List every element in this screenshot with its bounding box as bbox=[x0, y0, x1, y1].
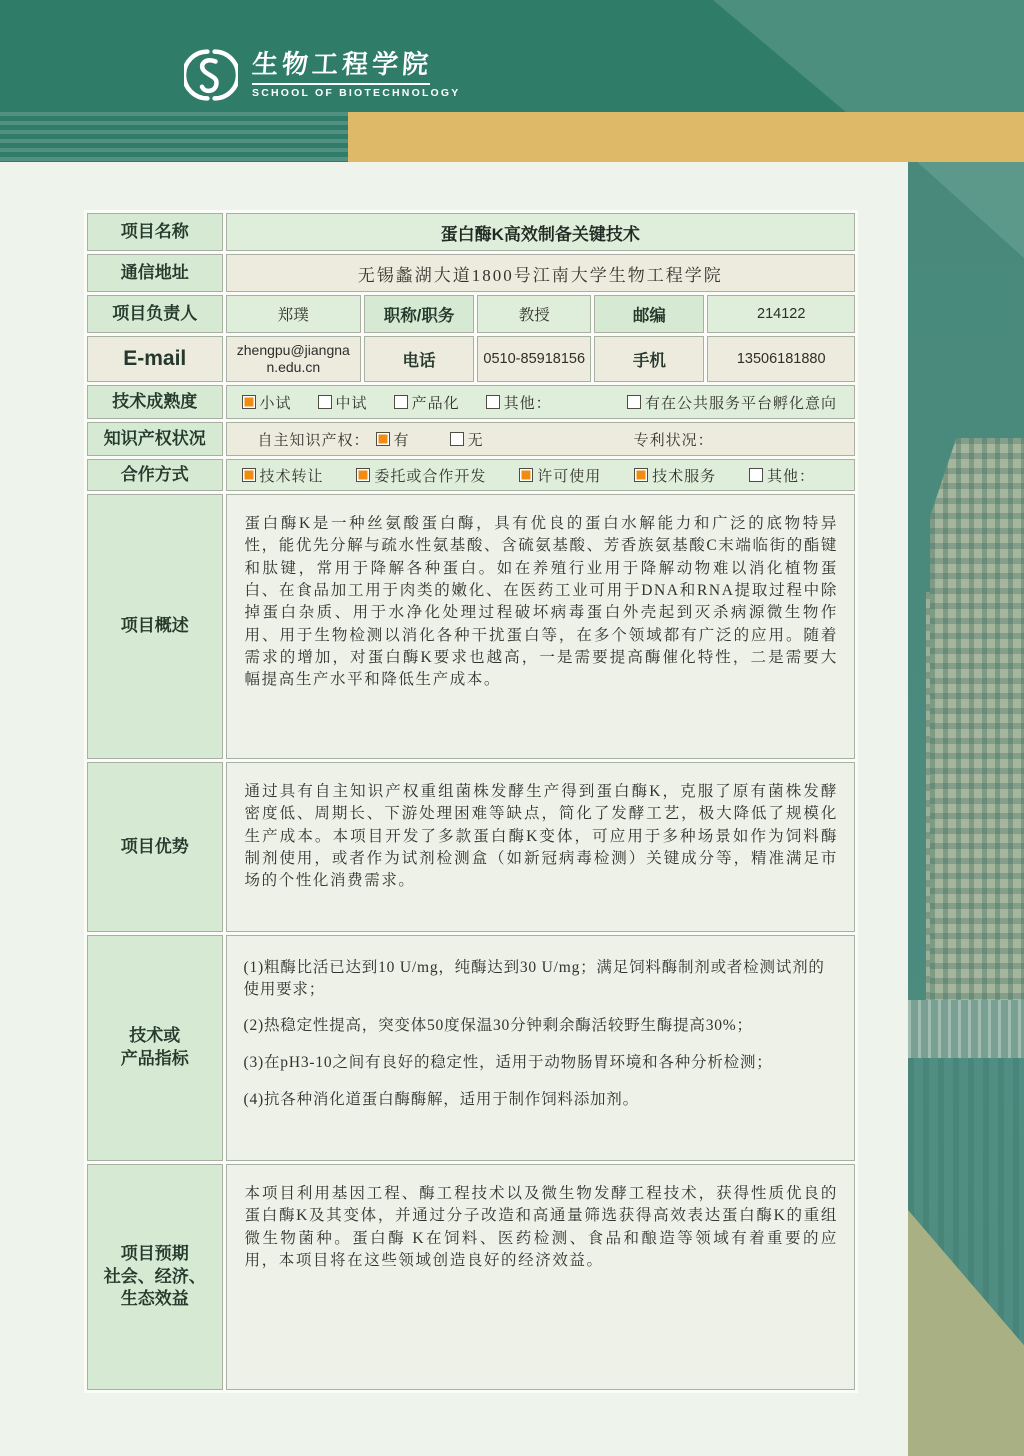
logo-chinese-name: 生物工程学院 bbox=[251, 50, 434, 80]
indicators-label: 技术或 产品指标 bbox=[87, 935, 223, 1161]
row-overview bbox=[87, 494, 855, 759]
indicator-line: (1)粗酶比活已达到10 U/mg，纯酶达到30 U/mg；满足饲料酶制剂或者检测试剂的使用要求； bbox=[243, 959, 825, 998]
checkbox-icon bbox=[242, 468, 256, 482]
checkbox-icon bbox=[356, 468, 370, 482]
option-ip-no: 无 bbox=[450, 429, 484, 450]
row-address bbox=[87, 254, 855, 292]
option-license: 许可使用 bbox=[519, 465, 601, 486]
logo-english-name: SCHOOL OF BIOTECHNOLOGY bbox=[252, 86, 461, 99]
option-entrust-develop: 委托或合作开发 bbox=[356, 465, 486, 486]
zip-label: 邮编 bbox=[594, 295, 704, 333]
option-zhongshi: 中试 bbox=[318, 392, 368, 413]
benefits-label: 项目预期 社会、经济、 生态效益 bbox=[87, 1164, 223, 1390]
striped-decoration bbox=[0, 112, 348, 162]
title-value: 教授 bbox=[477, 295, 591, 333]
gold-bar bbox=[348, 112, 1024, 162]
email-value: zhengpu@jiangnan.edu.cn bbox=[226, 336, 362, 382]
checkbox-icon bbox=[486, 395, 500, 409]
checkbox-icon bbox=[749, 468, 763, 482]
patent-status-label: 专利状况： bbox=[633, 432, 714, 449]
option-ip-yes: 有 bbox=[376, 429, 410, 450]
email-label: E-mail bbox=[87, 336, 223, 382]
option-tech-service: 技术服务 bbox=[634, 465, 716, 486]
option-chanpinhua: 产品化 bbox=[394, 392, 460, 413]
logo-text bbox=[252, 51, 461, 99]
mobile-label: 手机 bbox=[594, 336, 704, 382]
ip-status-label: 知识产权状况 bbox=[87, 422, 223, 456]
row-leader bbox=[87, 295, 855, 333]
leader-value: 郑璞 bbox=[226, 295, 362, 333]
logo-divider bbox=[252, 83, 430, 85]
checkbox-icon bbox=[519, 468, 533, 482]
phone-value: 0510-85918156 bbox=[477, 336, 591, 382]
option-tech-transfer: 技术转让 bbox=[242, 465, 324, 486]
indicator-line: (4)抗各种消化道蛋白酶酶解，适用于制作饲料添加剂。 bbox=[243, 1090, 639, 1108]
benefits-value: 本项目利用基因工程、酶工程技术以及微生物发酵工程技术，获得性质优良的蛋白酶K及其变体，并通过分子改造和高通量筛选获得高效表达蛋白酶K的重组微生物菌种。蛋白酶 K在饲料、医药检测、食品和酿造等领域有着重要的应用，本项目将在这些领域创造良好的经济效益。 bbox=[226, 1164, 855, 1390]
photo-bridge-railing bbox=[908, 1000, 1024, 1058]
overview-value: 蛋白酶K是一种丝氨酸蛋白酶，具有优良的蛋白水解能力和广泛的底物特异性，能优先分解与疏水性氨基酸、含硫氨基酸、芳香族氨基酸C末端临街的酯键和肽键，常用于降解各种蛋白。如在养殖行业用于降解动物难以消化植物蛋白、在食品加工用于肉类的嫩化、在医药工业可用于DNA和RNA提取过程中除掉蛋白杂质、用于水净化处理过程破坏病毒蛋白外壳起到灭杀病源微生物作用、用于生物检测以消化各种干扰蛋白等，在多个领域都有广泛的应用。随着需求的增加，对蛋白酶K要求也越高，一是需要提高酶催化特性，二是需要大幅提高生产水平和降低生产成本。 bbox=[226, 494, 855, 759]
row-maturity bbox=[87, 385, 855, 419]
cooperation-label: 合作方式 bbox=[87, 459, 223, 491]
checkbox-icon bbox=[394, 395, 408, 409]
project-form bbox=[84, 210, 858, 1393]
indicator-line: (3)在pH3-10之间有良好的稳定性，适用于动物肠胃环境和各种分析检测； bbox=[243, 1054, 773, 1072]
checkbox-icon bbox=[242, 395, 256, 409]
overview-label: 项目概述 bbox=[87, 494, 223, 759]
school-logo bbox=[184, 48, 461, 102]
project-name-label: 项目名称 bbox=[87, 213, 223, 251]
cooperation-value bbox=[226, 459, 855, 491]
checkbox-icon bbox=[627, 395, 641, 409]
advantage-value: 通过具有自主知识产权重组菌株发酵生产得到蛋白酶K，克服了原有菌株发酵密度低、周期长、下游处理困难等缺点，简化了发酵工艺，极大降低了规模化生产成本。本项目开发了多款蛋白酶K变体，可应用于多种场景如作为饲料酶制剂使用，或者作为试剂检测盒（如新冠病毒检测）关键成分等，精准满足市场的个性化消费需求。 bbox=[226, 762, 855, 932]
photo-building bbox=[930, 438, 1024, 1000]
advantage-label: 项目优势 bbox=[87, 762, 223, 932]
indicator-line: (2)热稳定性提高，突变体50度保温30分钟剩余酶活较野生酶提高30%； bbox=[243, 1017, 753, 1035]
indicators-value bbox=[226, 935, 855, 1161]
mobile-value: 13506181880 bbox=[707, 336, 855, 382]
checkbox-icon bbox=[376, 432, 390, 446]
ip-status-value bbox=[226, 422, 855, 456]
row-email bbox=[87, 336, 855, 382]
checkbox-icon bbox=[450, 432, 464, 446]
option-coop-other: 其他： bbox=[749, 465, 815, 486]
option-qita: 其他： bbox=[486, 392, 552, 413]
row-advantage bbox=[87, 762, 855, 932]
row-benefits bbox=[87, 1164, 855, 1390]
option-xiaoshi: 小试 bbox=[242, 392, 292, 413]
title-label: 职称/职务 bbox=[364, 295, 474, 333]
checkbox-icon bbox=[318, 395, 332, 409]
phone-label: 电话 bbox=[364, 336, 474, 382]
ip-prefix: 自主知识产权： bbox=[257, 432, 370, 449]
zip-value: 214122 bbox=[707, 295, 855, 333]
option-incubation: 有在公共服务平台孵化意向 bbox=[627, 392, 837, 413]
leader-label: 项目负责人 bbox=[87, 295, 223, 333]
row-indicators bbox=[87, 935, 855, 1161]
address-label: 通信地址 bbox=[87, 254, 223, 292]
header-diagonal-shape bbox=[700, 0, 1024, 112]
row-project-name bbox=[87, 213, 855, 251]
address-value: 无锡蠡湖大道1800号江南大学生物工程学院 bbox=[226, 254, 855, 292]
maturity-label: 技术成熟度 bbox=[87, 385, 223, 419]
row-ip-status bbox=[87, 422, 855, 456]
header-banner bbox=[0, 0, 1024, 162]
project-name-value: 蛋白酶K高效制备关键技术 bbox=[226, 213, 855, 251]
maturity-value bbox=[226, 385, 855, 419]
school-emblem-icon bbox=[184, 48, 238, 102]
campus-photo-strip bbox=[908, 162, 1024, 1456]
row-cooperation bbox=[87, 459, 855, 491]
header-bottom-band bbox=[0, 112, 1024, 162]
checkbox-icon bbox=[634, 468, 648, 482]
